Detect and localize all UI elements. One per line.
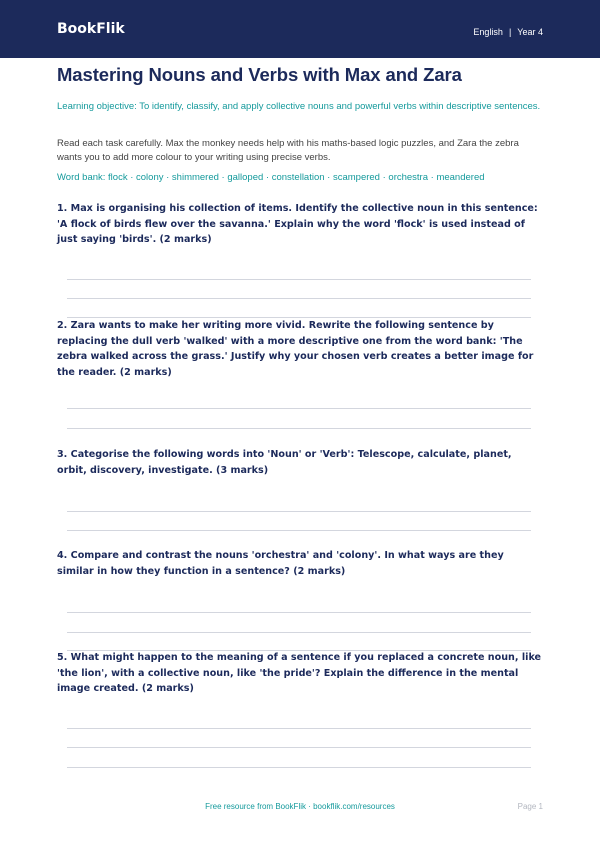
question-1: 1. Max is organising his collection of items. Identify the collective noun in this sentence: 'A flock of birds flew over the savanna.' Explain why the word 'flock' is used instead of just saying 'birds'. (2 marks)	[57, 203, 538, 245]
question-3: 3. Categorise the following words into 'Noun' or 'Verb': Telescope, calculate, planet, orbit, discovery, investigate. (3 marks)	[57, 449, 512, 476]
answer-line[interactable]	[67, 767, 531, 768]
learning-objective: Learning objective: To identify, classify, and apply collective nouns and powerful verbs within descriptive sentences.	[57, 101, 541, 112]
word-bank: Word bank: flock · colony · shimmered · galloped · constellation · scampered · orchestra · meandered	[57, 172, 485, 183]
footer-link[interactable]: Free resource from BookFlik · bookflik.com/resources	[205, 802, 395, 811]
answer-line[interactable]	[67, 408, 531, 409]
brand-logo[interactable]: BookFlik	[57, 21, 125, 37]
page-number: Page 1	[517, 802, 543, 811]
answer-line[interactable]	[67, 632, 531, 633]
subject-label: English	[473, 27, 503, 37]
worksheet-title: Mastering Nouns and Verbs with Max and Zara	[57, 64, 462, 85]
meta-separator: |	[508, 27, 512, 37]
header-bar	[0, 0, 600, 58]
intro-text: Read each task carefully. Max the monkey needs help with his maths-based logic puzzles, and Zara the zebra wants you to add more colour to your writing using precise verbs.	[57, 138, 519, 163]
answer-line[interactable]	[67, 747, 531, 748]
header-meta	[473, 27, 543, 37]
year-label: Year 4	[517, 27, 543, 37]
answer-line[interactable]	[67, 279, 531, 280]
question-2: 2. Zara wants to make her writing more vivid. Rewrite the following sentence by replacing the dull verb 'walked' with a more descriptive one from the word bank: 'The zebra walked across the grass.' Justify why your chosen verb creates a better image for the reader. (2 marks)	[57, 320, 534, 378]
answer-line[interactable]	[67, 298, 531, 299]
answer-line[interactable]	[67, 511, 531, 512]
answer-line[interactable]	[67, 428, 531, 429]
question-5: 5. What might happen to the meaning of a sentence if you replaced a concrete noun, like 'the lion', with a collective noun, like 'the pride'? Explain the difference in the mental image created. (2 marks)	[57, 652, 542, 694]
answer-line[interactable]	[67, 530, 531, 531]
question-4: 4. Compare and contrast the nouns 'orchestra' and 'colony'. In what ways are they similar in how they function in a sentence? (2 marks)	[57, 550, 504, 577]
answer-line[interactable]	[67, 728, 531, 729]
answer-line[interactable]	[67, 612, 531, 613]
